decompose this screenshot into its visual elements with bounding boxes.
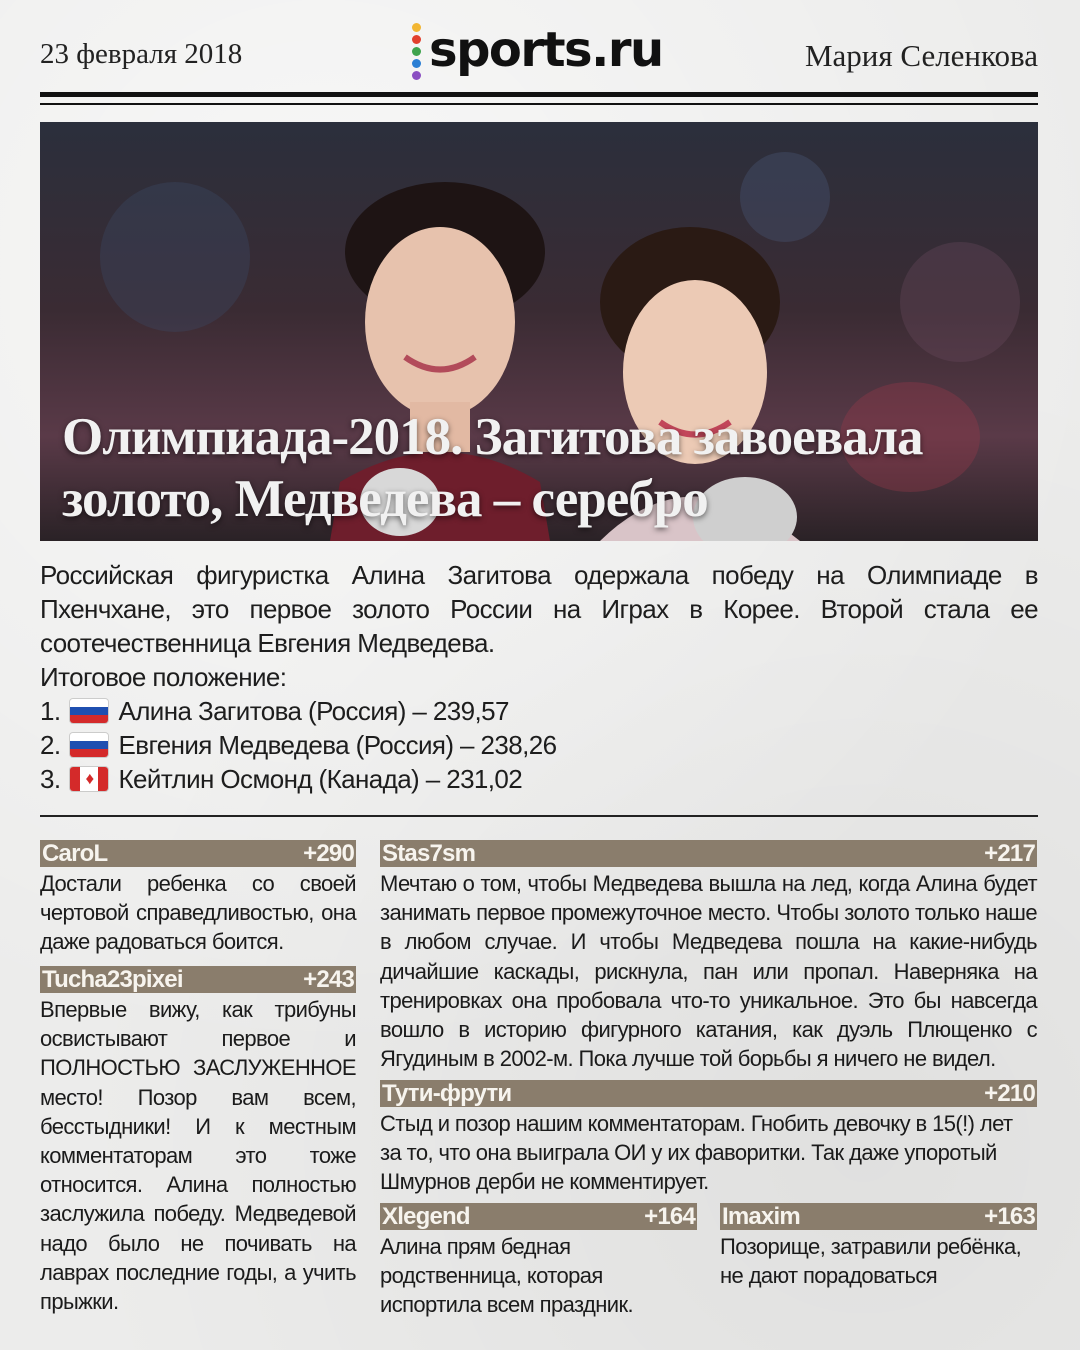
sports-ru-logo[interactable] <box>412 18 663 82</box>
comment-username[interactable]: CaroL <box>42 839 108 867</box>
comment-header <box>40 840 356 867</box>
flag-canada-icon <box>70 767 108 791</box>
standing-text: Евгения Медведева (Россия) – 238,26 <box>118 730 557 760</box>
logo-dots-icon <box>412 23 421 80</box>
standing-rank: 2. <box>40 730 61 760</box>
comment-header <box>40 966 356 993</box>
article-lead <box>40 558 1038 796</box>
comment-score: +164 <box>644 1202 695 1230</box>
logo-dot <box>412 35 421 44</box>
comment-header <box>380 840 1037 867</box>
comment-text: Впервые вижу, как трибуны освистывают первое и ПОЛНОСТЬЮ ЗАСЛУЖЕННОЕ место! Позор вам всем, бесстыдники! И к местным комментаторам это тоже относится. Алина полностью заслужила победу. Медведевой надо было не почивать на лаврах последние годы, а учить прыжки. <box>40 997 356 1315</box>
comment-card <box>380 1203 697 1320</box>
lead-paragraph: Российская фигуристка Алина Загитова одержала победу на Олимпиаде в Пхенчхане, это первое золото России на Играх в Корее. Второй стала ее соотечественница Евгения Медведева. <box>40 560 1038 658</box>
standings-heading: Итоговое положение: <box>40 662 287 692</box>
standing-row <box>40 762 1038 796</box>
comment-username[interactable]: Tucha23pixei <box>42 965 183 993</box>
comment-header <box>380 1203 697 1230</box>
flag-russia-icon <box>70 733 108 757</box>
comment-header <box>380 1080 1037 1107</box>
standing-row <box>40 694 1038 728</box>
comment-score: +290 <box>303 839 354 867</box>
comment-username[interactable]: Тути-фрути <box>382 1079 512 1107</box>
comment-card <box>40 840 356 957</box>
logo-text: sports.ru <box>429 22 663 78</box>
hero-photo <box>40 122 1038 541</box>
header <box>40 18 1038 90</box>
standing-row <box>40 728 1038 762</box>
author-name: Мария Селенкова <box>804 38 1038 73</box>
comment-username[interactable]: Imaxim <box>722 1202 800 1230</box>
comment-text: Алина прям бедная родственница, которая испортила всем праздник. <box>380 1234 634 1318</box>
publication-date: 23 февраля 2018 <box>40 38 243 70</box>
comment-username[interactable]: Stas7sm <box>382 839 476 867</box>
standing-rank: 3. <box>40 764 61 794</box>
comment-score: +243 <box>303 965 354 993</box>
comment-text: Стыд и позор нашим комментаторам. Гнобить девочку в 15(!) лет за то, что она выиграла ОИ у их фаворитки. Так даже упоротый Шмурнов дерби не комментирует. <box>380 1111 1013 1195</box>
comment-card <box>720 1203 1037 1290</box>
comment-card <box>40 966 356 1316</box>
comment-text: Достали ребенка со своей чертовой справедливостью, она даже радоваться боится. <box>40 871 356 955</box>
comment-text: Мечтаю о том, чтобы Медведева вышла на лед, когда Алина будет занимать первое промежуточное место. Чтобы золото только наше в любом случае. И чтобы Медведева пошла на какие-нибудь дичайшие каскады, рискнула, пан или пропал. Наверняка на тренировках она пробовала что-то уникальное. Это бы навсегда вошло в историю фигурного катания, как дуэль Плющенко с Ягудиным в 2002-м. Пока лучше той борьбы я ничего не видел. <box>380 871 1037 1072</box>
comments-divider <box>40 815 1038 817</box>
comment-text: Позорище, затравили ребёнка, не дают порадоваться <box>720 1234 1022 1289</box>
standing-text: Кейтлин Осмонд (Канада) – 231,02 <box>118 764 523 794</box>
logo-dot <box>412 47 421 56</box>
header-rule-thick <box>40 92 1038 97</box>
article-title: Олимпиада-2018. Загитова завоевала золото, Медведева – серебро <box>62 408 923 528</box>
logo-dot <box>412 59 421 68</box>
comment-score: +210 <box>984 1079 1035 1107</box>
comment-score: +163 <box>984 1202 1035 1230</box>
logo-dot <box>412 71 421 80</box>
comment-username[interactable]: Xlegend <box>382 1202 470 1230</box>
standing-text: Алина Загитова (Россия) – 239,57 <box>118 696 509 726</box>
comment-header <box>720 1203 1037 1230</box>
flag-russia-icon <box>70 699 108 723</box>
header-rule-thin <box>40 103 1038 105</box>
logo-dot <box>412 23 421 32</box>
comment-card <box>380 840 1037 1073</box>
comment-score: +217 <box>984 839 1035 867</box>
standing-rank: 1. <box>40 696 61 726</box>
comment-card <box>380 1080 1037 1197</box>
